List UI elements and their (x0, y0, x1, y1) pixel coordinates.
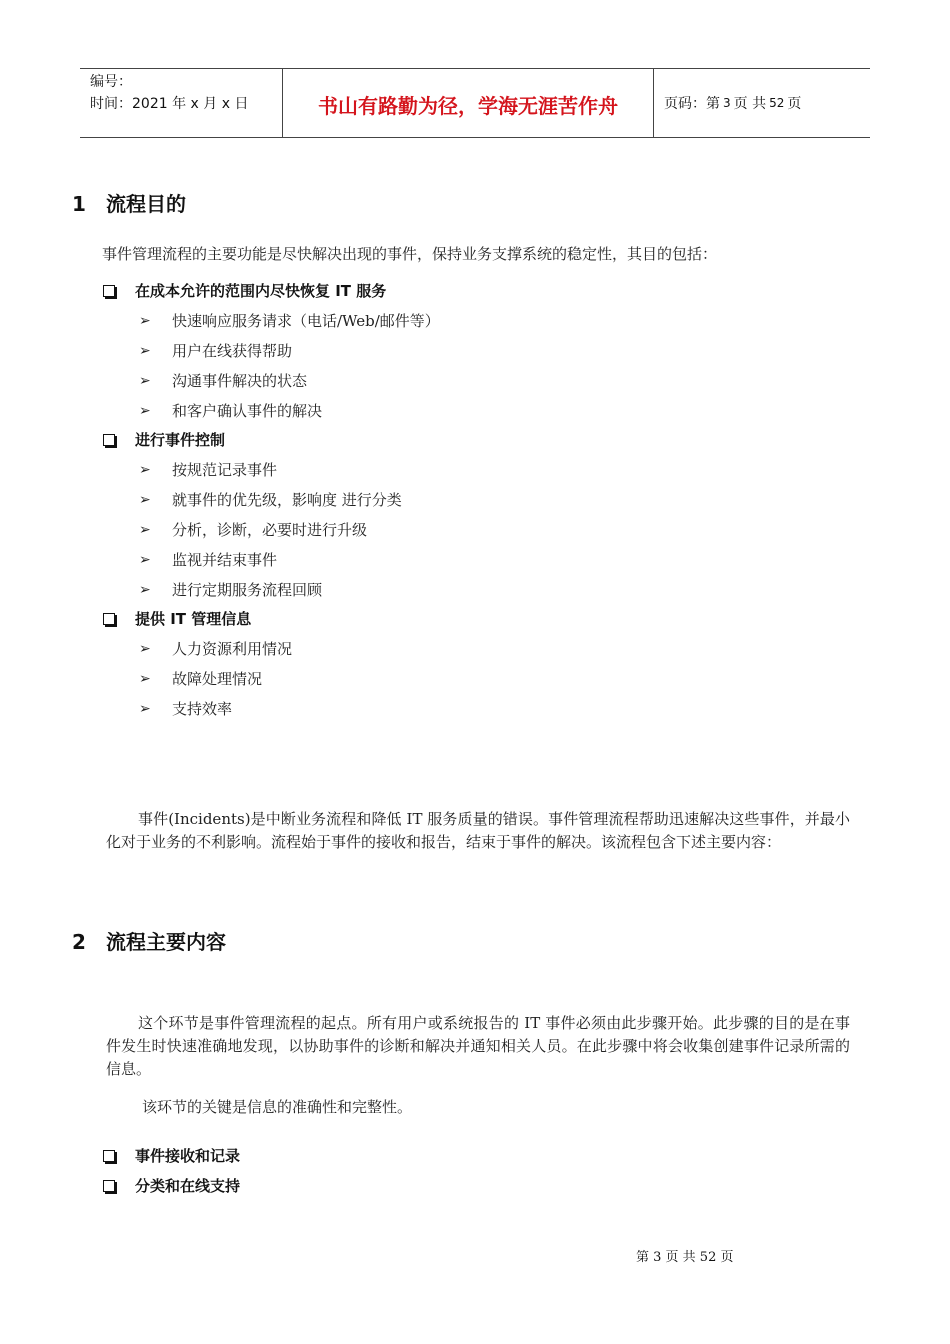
checkbox-bullet-icon (103, 285, 115, 297)
list-item-text: 人力资源利用情况 (172, 640, 293, 658)
arrow-bullet-icon: ➢ (139, 640, 151, 657)
list-item (139, 340, 292, 361)
list-item-text: 用户在线获得帮助 (172, 342, 293, 360)
section2-title: 流程主要内容 (106, 930, 226, 954)
group-item (101, 608, 251, 629)
arrow-bullet-icon: ➢ (139, 491, 151, 508)
checkbox-bullet-icon (103, 1180, 115, 1192)
number-label: 编号： (90, 74, 132, 90)
list-item-text: 监视并结束事件 (172, 551, 278, 569)
section1-summary: 事件(Incidents)是中断业务流程和降低 IT 服务质量的错误。事件管理流程帮助迅速解决这些事件，并最小化对于业务的不利影响。流程始于事件的接收和报告，结束于事件的解决。该流程包含下述主要内容： (106, 810, 850, 851)
list-item (139, 638, 292, 659)
arrow-bullet-icon: ➢ (139, 312, 151, 329)
group-item (101, 1175, 240, 1196)
arrow-bullet-icon: ➢ (139, 521, 151, 538)
list-item-text: 故障处理情况 (172, 670, 263, 688)
arrow-bullet-icon: ➢ (139, 342, 151, 359)
section2-number: 2 (72, 930, 86, 954)
page-prefix: 页码：第 (664, 96, 720, 112)
header-page-info (654, 69, 870, 137)
list-item-text: 和客户确认事件的解决 (172, 402, 323, 420)
page-current: 3 (723, 96, 731, 110)
list-item (139, 579, 322, 600)
list-item-text: 支持效率 (172, 700, 233, 718)
list-item-text: 就事件的优先级，影响度 进行分类 (172, 491, 402, 509)
list-item (139, 489, 402, 510)
date-label: 时间：2021 年 x 月 x 日 (90, 96, 249, 112)
list-item-text: 分析，诊断，必要时进行升级 (172, 521, 368, 539)
arrow-bullet-icon: ➢ (139, 372, 151, 389)
list-item-text: 沟通事件解决的状态 (172, 372, 308, 390)
page-footer: 第 3 页 共 52 页 (636, 1250, 734, 1265)
list-item (139, 459, 277, 480)
arrow-bullet-icon: ➢ (139, 581, 151, 598)
group-label: 提供 IT 管理信息 (135, 610, 252, 628)
group-item (101, 280, 386, 301)
list-item-text: 进行定期服务流程回顾 (172, 581, 323, 599)
section2-paragraph: 这个环节是事件管理流程的起点。所有用户或系统报告的 IT 事件必须由此步骤开始。此步骤的目的是在事件发生时快速准确地发现，以协助事件的诊断和解决并通知相关人员。在此步骤中将会收集创建事件记录所需的信息。 (106, 1014, 850, 1078)
list-item-text: 按规范记录事件 (172, 461, 278, 479)
list-item-text: 快速响应服务请求（电话/Web/邮件等） (172, 312, 440, 330)
section1-intro: 事件管理流程的主要功能是尽快解决出现的事件，保持业务支撑系统的稳定性，其目的包括： (102, 245, 718, 263)
arrow-bullet-icon: ➢ (139, 670, 151, 687)
arrow-bullet-icon: ➢ (139, 551, 151, 568)
page-suffix: 页 (787, 96, 802, 112)
section2-key-note: 该环节的关键是信息的准确性和完整性。 (142, 1098, 413, 1116)
section1-title: 流程目的 (106, 192, 186, 216)
group-item (101, 429, 225, 450)
list-item (139, 370, 307, 391)
section1-heading (72, 188, 186, 217)
list-item (139, 519, 367, 540)
list-item (139, 549, 277, 570)
checkbox-bullet-icon (103, 434, 115, 446)
arrow-bullet-icon: ➢ (139, 402, 151, 419)
section1-number: 1 (72, 192, 86, 216)
page-header (80, 68, 870, 138)
list-item (139, 400, 322, 421)
header-meta (80, 69, 282, 137)
section2-heading (72, 926, 226, 955)
list-item (139, 310, 440, 331)
list-item (139, 698, 232, 719)
group-label: 事件接收和记录 (135, 1147, 241, 1165)
arrow-bullet-icon: ➢ (139, 700, 151, 717)
header-motto: 书山有路勤为径，学海无涯苦作舟 (282, 69, 654, 137)
group-label: 分类和在线支持 (135, 1177, 241, 1195)
list-item (139, 668, 262, 689)
group-label: 进行事件控制 (135, 431, 226, 449)
group-label: 在成本允许的范围内尽快恢复 IT 服务 (135, 282, 387, 300)
group-item (101, 1145, 240, 1166)
arrow-bullet-icon: ➢ (139, 461, 151, 478)
checkbox-bullet-icon (103, 1150, 115, 1162)
page-middle: 页 共 (733, 96, 767, 112)
checkbox-bullet-icon (103, 613, 115, 625)
page-total: 52 (769, 96, 785, 110)
